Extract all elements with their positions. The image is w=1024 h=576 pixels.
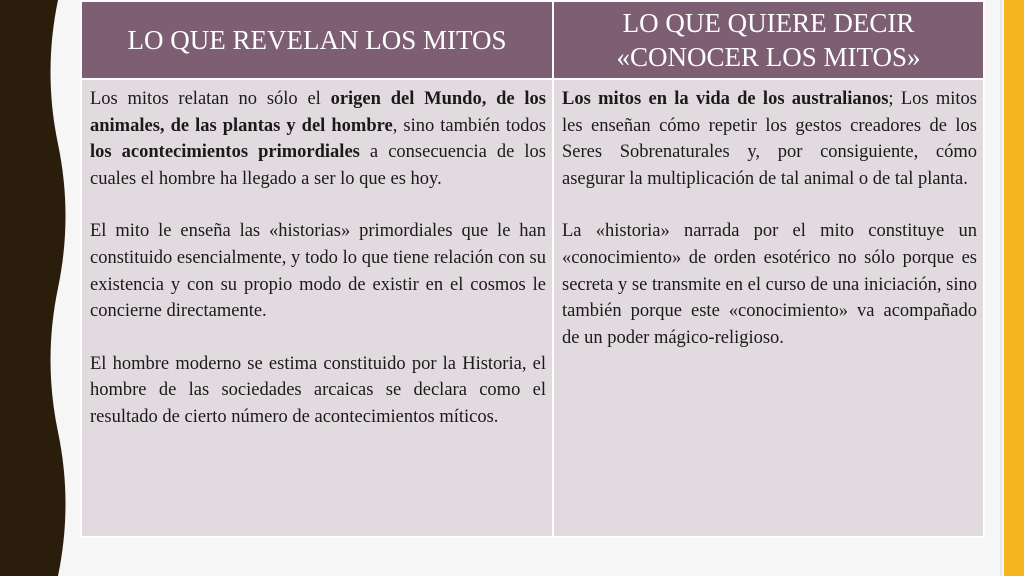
header-conocer: LO QUE QUIERE DECIR «CONOCER LOS MITOS» bbox=[553, 1, 984, 79]
paragraph: El hombre moderno se estima constituido por la Historia, el hombre de las sociedades arcaicas se declara como el resultado de cierto número de acontecimientos míticos. bbox=[90, 353, 546, 427]
header-revelan: LO QUE REVELAN LOS MITOS bbox=[81, 1, 553, 79]
myths-table bbox=[80, 0, 985, 538]
decorative-wavy-band bbox=[0, 0, 86, 576]
decorative-line bbox=[1000, 0, 1002, 576]
text-run: Los mitos relatan no sólo el bbox=[90, 89, 331, 109]
paragraph bbox=[562, 86, 977, 192]
table-row bbox=[81, 79, 984, 537]
accent-bar bbox=[1004, 0, 1024, 576]
bold-text: origen del Mundo, de los animales, de las plantas y del hombre bbox=[90, 89, 546, 136]
paragraph: El mito le enseña las «historias» primordiales que le han constituido esencialmente, y todo lo que tiene relación con su existencia y con su propio modo de existir en el cosmos le concierne directamente. bbox=[90, 221, 546, 322]
paragraph: La «historia» narrada por el mito constituye un «conocimiento» de orden esotérico no sólo porque es secreta y se transmite en el curso de una iniciación, sino también porque este «conocimiento» va acompañado de un poder mágico-religioso. bbox=[562, 221, 977, 348]
text-run: ; Los mitos les enseñan cómo repetir los gestos creadores de los Seres Sobrenaturales y, por consiguiente, cómo asegurar la multiplicación de tal animal o de tal planta. bbox=[562, 89, 977, 189]
text-run: , sino también todos bbox=[392, 115, 546, 136]
cell-revelan bbox=[81, 79, 553, 537]
bold-text: los acontecimientos primordiales bbox=[90, 142, 360, 163]
table-header-row bbox=[81, 1, 984, 79]
text-run: a consecuencia de los cuales el hombre ha llegado a ser lo que es hoy. bbox=[90, 142, 546, 189]
paragraph bbox=[90, 86, 546, 192]
bold-text: Los mitos en la vida de los australianos bbox=[562, 89, 889, 109]
cell-conocer bbox=[553, 79, 984, 537]
